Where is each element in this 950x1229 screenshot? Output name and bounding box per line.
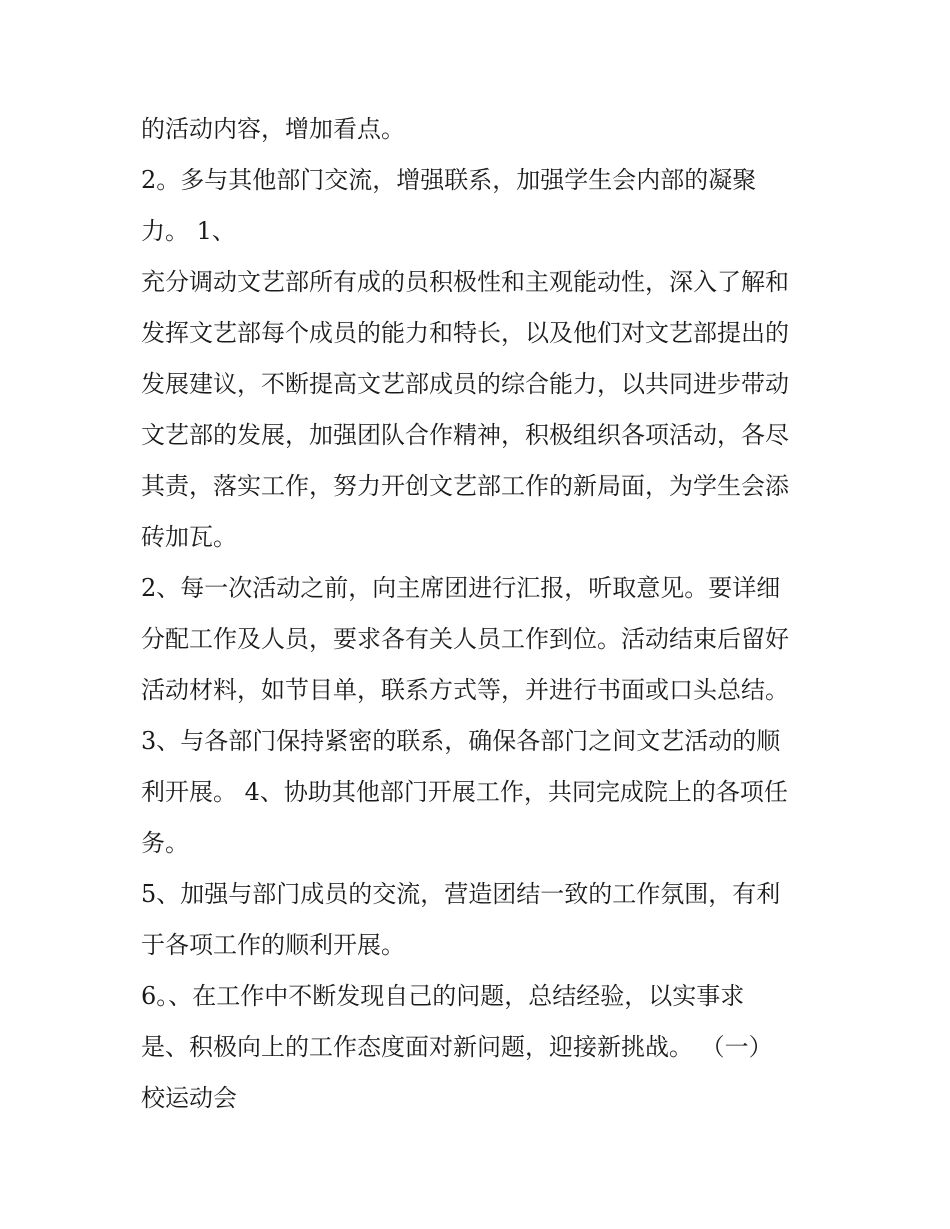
text-line: 文艺部的发展，加强团队合作精神，积极组织各项活动，各尽: [141, 421, 789, 449]
text-line: 利开展。 4、协助其他部门开展工作，共同完成院上的各项任: [141, 778, 788, 806]
text-line: 发挥文艺部每个成员的能力和特长，以及他们对文艺部提出的: [141, 319, 789, 347]
text-line: 2。多与其他部门交流，增强联系，加强学生会内部的凝聚: [141, 166, 757, 194]
text-line: 于各项工作的顺利开展。: [141, 931, 405, 959]
text-line: 充分调动文艺部所有成的员积极性和主观能动性，深入了解和: [141, 268, 789, 296]
text-line: 校运动会: [141, 1084, 237, 1112]
text-line: 6。、在工作中不断发现自己的问题，总结经验，以实事求: [141, 982, 745, 1010]
document-body: [141, 104, 821, 1124]
text-line: 3、与各部门保持紧密的联系，确保各部门之间文艺活动的顺: [141, 727, 781, 755]
text-line: 砖加瓦。: [141, 523, 237, 551]
text-line: 力。 1、: [141, 217, 236, 245]
text-line: 2、每一次活动之前，向主席团进行汇报，听取意见。要详细: [141, 574, 781, 602]
text-line: 5、加强与部门成员的交流，营造团结一致的工作氛围，有利: [141, 880, 781, 908]
text-line: 其责，落实工作，努力开创文艺部工作的新局面，为学生会添: [141, 472, 789, 500]
text-line: 是、积极向上的工作态度面对新问题，迎接新挑战。 （一）: [141, 1033, 773, 1061]
text-line: 分配工作及人员，要求各有关人员工作到位。活动结束后留好: [141, 625, 789, 653]
text-line: 的活动内容，增加看点。: [141, 115, 405, 143]
text-line: 发展建议，不断提高文艺部成员的综合能力，以共同进步带动: [141, 370, 789, 398]
text-line: 活动材料，如节目单，联系方式等，并进行书面或口头总结。: [141, 676, 789, 704]
text-line: 务。: [141, 829, 189, 857]
